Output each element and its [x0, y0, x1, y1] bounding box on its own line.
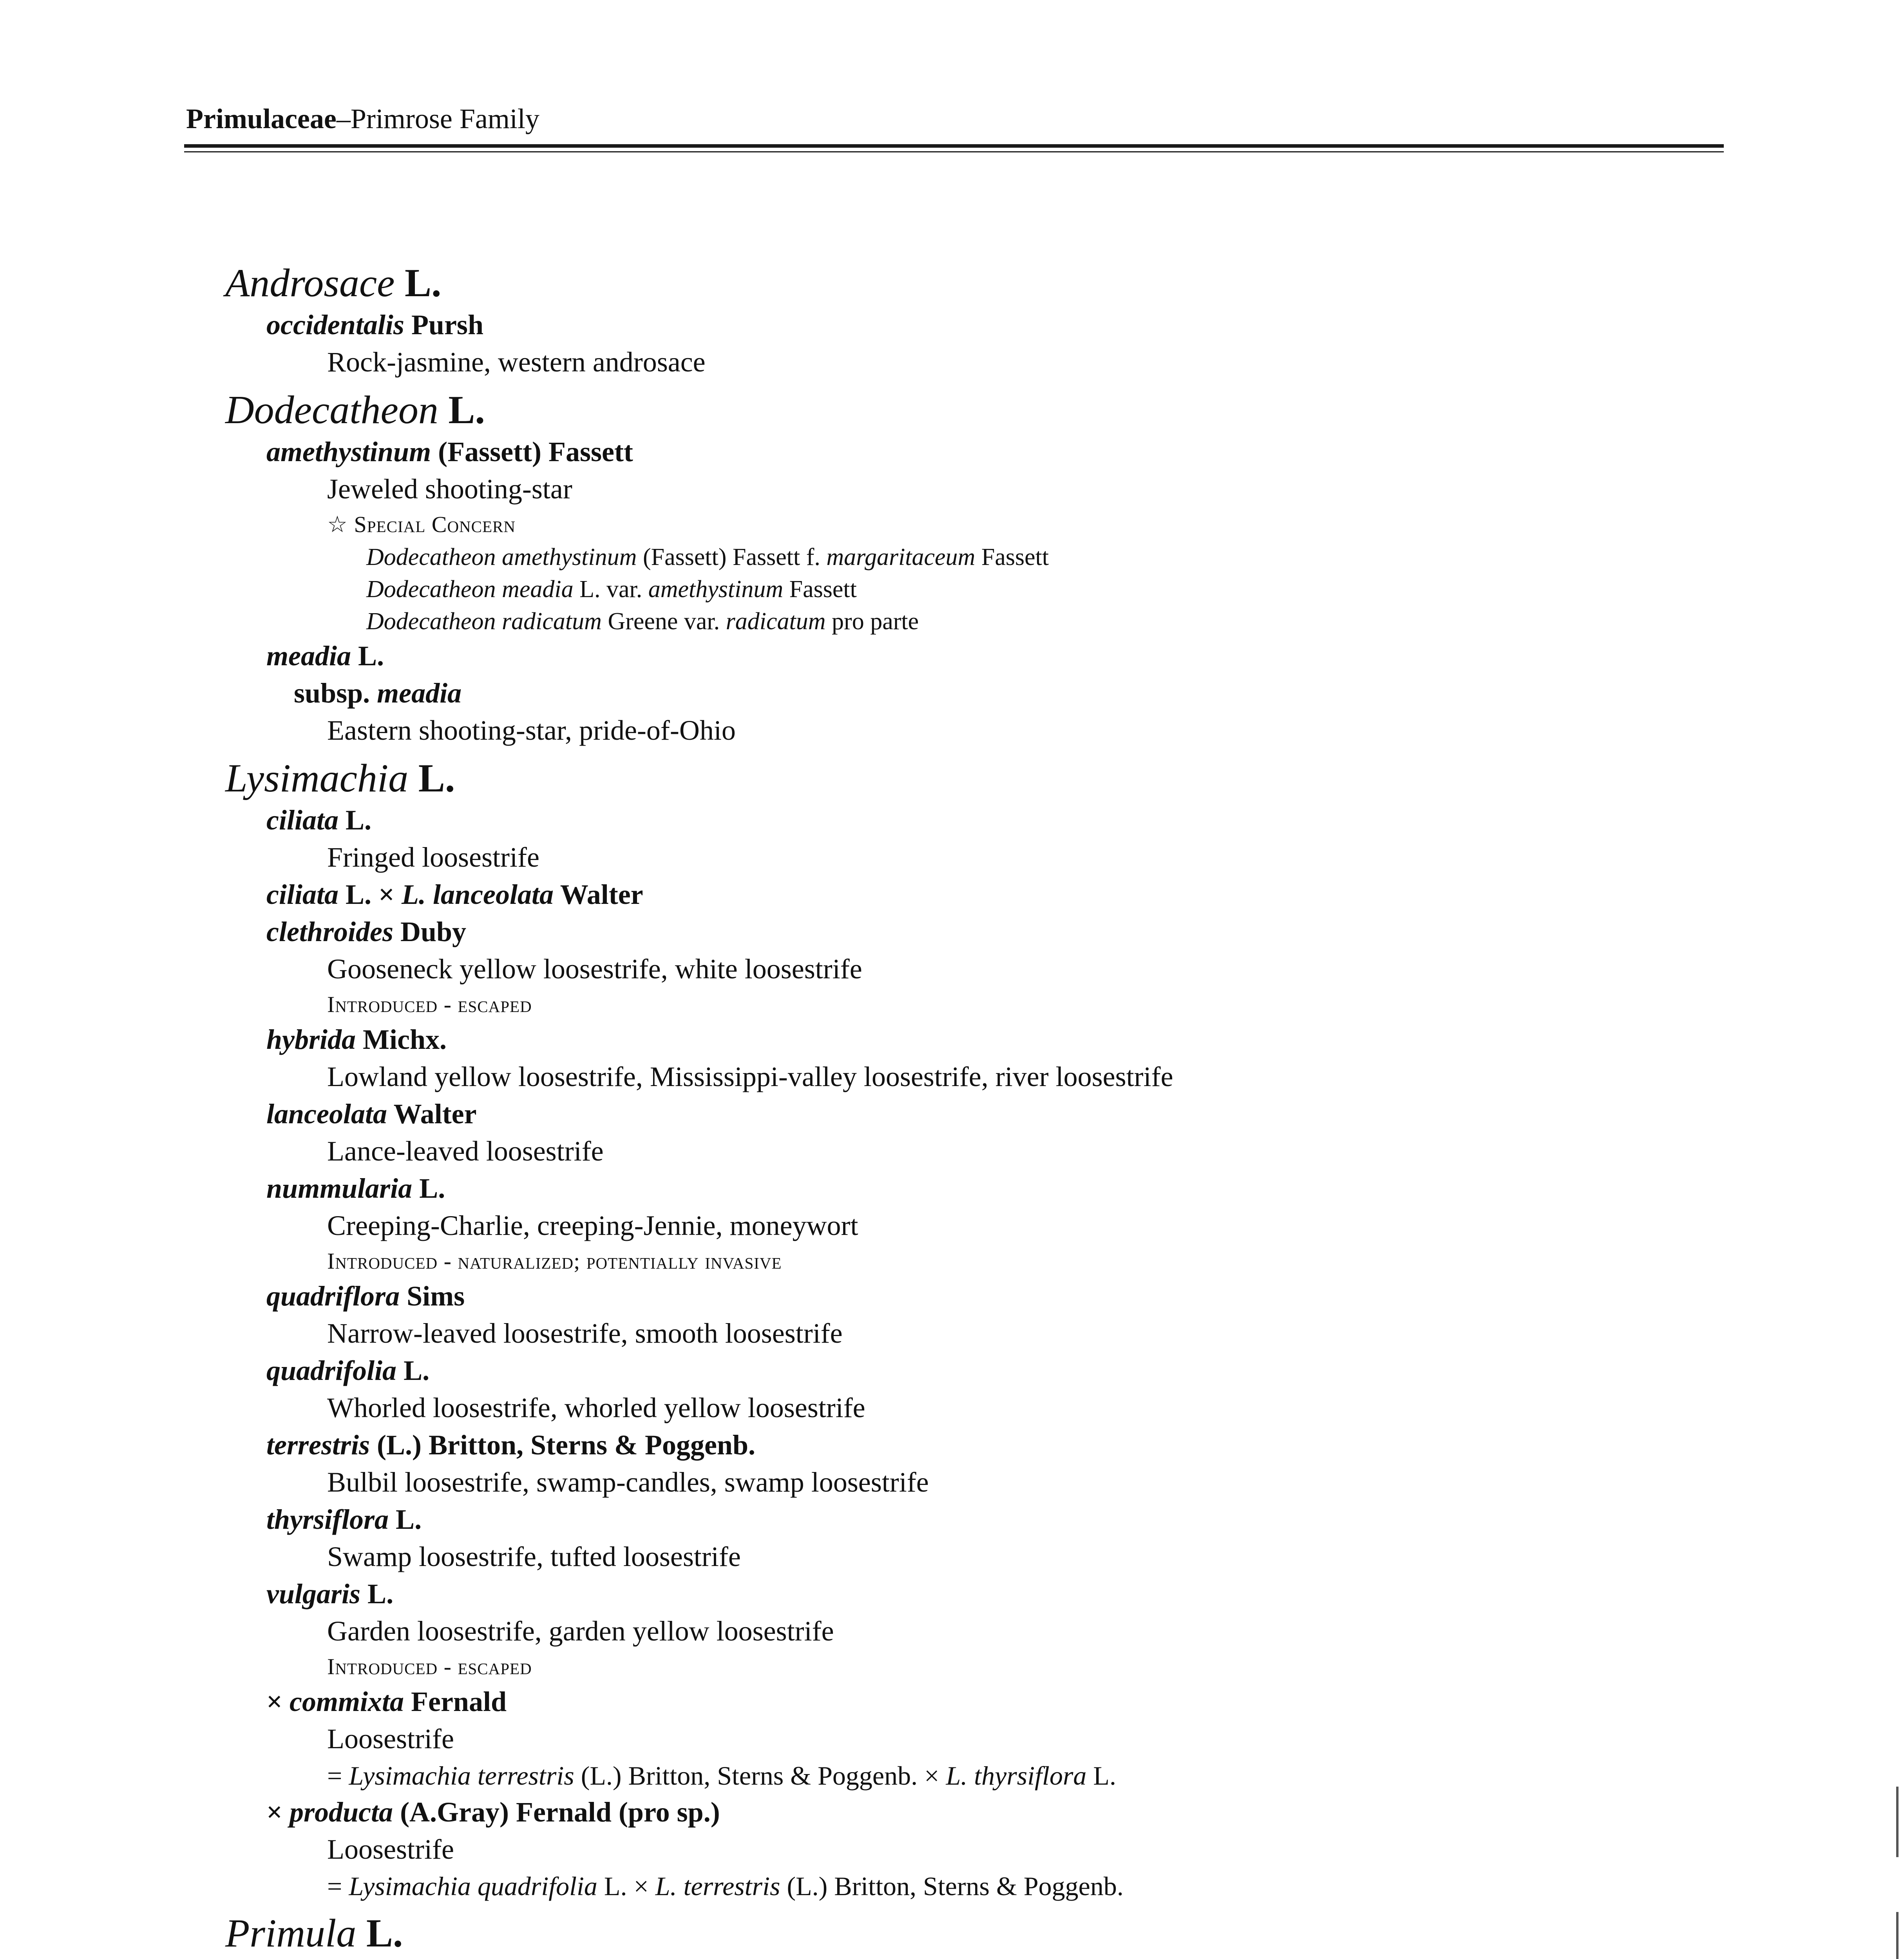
common-name: Whorled loosestrife, whorled yellow loosestrife [327, 1392, 865, 1423]
hybrid-parentage: = Lysimachia quadrifolia L. × L. terrestris (L.) Britton, Sterns & Poggenb. [327, 1871, 1124, 1901]
species-epithet: ciliata [266, 804, 338, 836]
species-epithet: nummularia [266, 1173, 413, 1204]
status-note: ☆ Special Concern [327, 512, 516, 537]
genus-heading [225, 260, 1675, 306]
genus-heading [225, 755, 1675, 802]
header-family: Primulaceae [186, 103, 337, 134]
genus-author: L. [438, 388, 485, 432]
species-entry [225, 306, 1675, 344]
genus-name: Dodecatheon [225, 388, 438, 432]
hybrid-entry: ciliata L. × L. lanceolata Walter [266, 879, 643, 910]
species-author: L. [360, 1578, 394, 1610]
species-entry [225, 1352, 1675, 1389]
common-name: Loosestrife [327, 1723, 454, 1754]
species-author: L. [338, 804, 372, 836]
species-author: Pursh [404, 309, 483, 340]
species-author: L. [396, 1355, 430, 1386]
header-separator: – [336, 103, 351, 134]
synonym: Dodecatheon radicatum Greene var. radicatum pro parte [366, 608, 919, 635]
scan-edge-mark [1896, 1787, 1899, 1857]
species-epithet: occidentalis [266, 309, 404, 340]
species-author: Duby [393, 916, 467, 947]
species-epithet: meadia [266, 640, 351, 672]
hybrid-entry: × commixta Fernald [266, 1686, 507, 1717]
species-entry [225, 1501, 1675, 1538]
common-name: Rock-jasmine, western androsace [327, 346, 706, 378]
common-name: Swamp loosestrife, tufted loosestrife [327, 1541, 741, 1572]
common-name: Eastern shooting-star, pride-of-Ohio [327, 715, 736, 746]
species-author: Sims [400, 1280, 465, 1312]
species-epithet: vulgaris [266, 1578, 361, 1610]
status-note: Introduced - escaped [327, 1654, 532, 1679]
scan-edge-mark [1896, 1912, 1899, 1959]
common-name: Lance-leaved loosestrife [327, 1135, 604, 1167]
species-entry [225, 433, 1675, 471]
status-note: Introduced - escaped [327, 992, 532, 1017]
species-entry [225, 1278, 1675, 1315]
species-epithet: lanceolata [266, 1098, 387, 1130]
synonym: Dodecatheon amethystinum (Fassett) Fassett f. margaritaceum Fassett [366, 544, 1049, 570]
subspecies-entry [225, 675, 1675, 712]
species-epithet: thyrsiflora [266, 1504, 389, 1535]
genus-name: Lysimachia [225, 756, 409, 800]
species-author: Michx. [356, 1024, 447, 1055]
species-entry [225, 1575, 1675, 1613]
common-name: Loosestrife [327, 1834, 454, 1865]
synonym: Dodecatheon meadia L. var. amethystinum Fassett [366, 576, 857, 603]
genus-author: L. [408, 756, 455, 800]
species-entry [225, 1957, 1675, 1959]
species-list [225, 254, 1675, 1959]
species-entry [225, 1095, 1675, 1133]
species-epithet: terrestris [266, 1429, 370, 1461]
species-entry [225, 802, 1675, 839]
hybrid-entry: × producta (A.Gray) Fernald (pro sp.) [266, 1796, 720, 1828]
species-author: L. [351, 640, 384, 672]
genus-author: L. [356, 1911, 403, 1955]
genus-author: L. [395, 261, 442, 305]
genus-name: Primula [225, 1911, 357, 1955]
species-author: Walter [387, 1098, 477, 1130]
hybrid-parentage: = Lysimachia terrestris (L.) Britton, Sterns & Poggenb. × L. thyrsiflora L. [327, 1761, 1116, 1791]
species-entry [225, 637, 1675, 675]
subspecies-epithet: meadia [377, 677, 462, 709]
header-common-name: Primrose Family [350, 103, 539, 134]
species-author: L. [412, 1173, 445, 1204]
genus-name: Androsace [225, 261, 395, 305]
species-entry [225, 1170, 1675, 1207]
status-note: Introduced - naturalized; potentially invasive [327, 1248, 782, 1274]
species-author: (Fassett) Fassett [431, 436, 633, 467]
species-epithet: clethroides [266, 916, 393, 947]
species-epithet: amethystinum [266, 436, 431, 467]
species-entry [225, 1427, 1675, 1464]
common-name: Lowland yellow loosestrife, Mississippi-valley loosestrife, river loosestrife [327, 1061, 1173, 1092]
species-author: L. [389, 1504, 422, 1535]
species-epithet: hybrida [266, 1024, 356, 1055]
species-author: (L.) Britton, Sterns & Poggenb. [370, 1429, 755, 1461]
common-name: Creeping-Charlie, creeping-Jennie, moneywort [327, 1210, 858, 1241]
species-entry [225, 913, 1675, 951]
species-entry [225, 1021, 1675, 1058]
common-name: Jeweled shooting-star [327, 473, 572, 505]
genus-heading [225, 1910, 1675, 1957]
common-name: Bulbil loosestrife, swamp-candles, swamp loosestrife [327, 1467, 929, 1498]
common-name: Narrow-leaved loosestrife, smooth loosestrife [327, 1318, 843, 1349]
running-header [186, 101, 539, 136]
common-name: Fringed loosestrife [327, 842, 539, 873]
common-name: Garden loosestrife, garden yellow loosestrife [327, 1615, 834, 1647]
genus-heading [225, 387, 1675, 433]
header-double-rule [184, 144, 1724, 152]
species-epithet: quadriflora [266, 1280, 400, 1312]
species-epithet: quadrifolia [266, 1355, 397, 1386]
common-name: Gooseneck yellow loosestrife, white loosestrife [327, 953, 862, 985]
subspecies-rank: subsp. [294, 677, 377, 709]
